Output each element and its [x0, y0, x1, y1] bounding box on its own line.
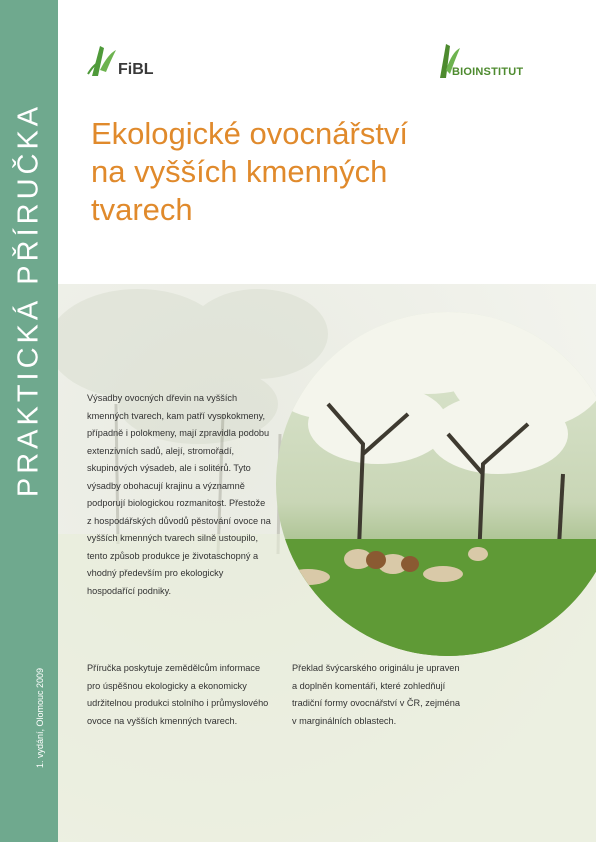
summary-paragraph: Příručka poskytuje zemědělcům informace pro úspěšnou ekologicky a ekonomicky udržitelnou produkci stolního i průmyslového ovoce na vyšších kmenných tvarech. — [87, 663, 269, 726]
sidebar-band — [0, 0, 58, 842]
sidebar-title: PRAKTICKÁ PŘÍRUČKA — [12, 102, 45, 498]
translation-note-paragraph: Překlad švýcarského originálu je upraven a doplněn komentáři, které zohledňují tradiční formy ovocnářství v ČR, zejména v marginálních oblastech. — [292, 663, 460, 726]
edition-note: 1. vydání, Olomouc 2009 — [35, 667, 45, 769]
page-title: Ekologické ovocnářství na vyšších kmenných tvarech — [91, 116, 409, 227]
intro-paragraph: Výsadby ovocných dřevin na vyšších kmenných tvarech, kam patří vysokokmeny, případně i polokmeny, mají zpravidla podobu extenzivních sadů, alejí, stromořadí, skupinových výsadeb, ale i solitérů. Tyto výsadby obohacují krajinu a významně podporují biologickou rozmanitost. Přestože z hospodářských důvodů pěstování ovoce na vyšších kmenných tvarech silně ustoupilo, tento způsob produkce je životaschopný a vhodný především pro ekologicky hospodařící podniky. — [87, 393, 271, 596]
bioinstitut-logo-text: BIOINSTITUT — [452, 66, 524, 78]
fibl-logo-text: FiBL — [118, 61, 154, 78]
